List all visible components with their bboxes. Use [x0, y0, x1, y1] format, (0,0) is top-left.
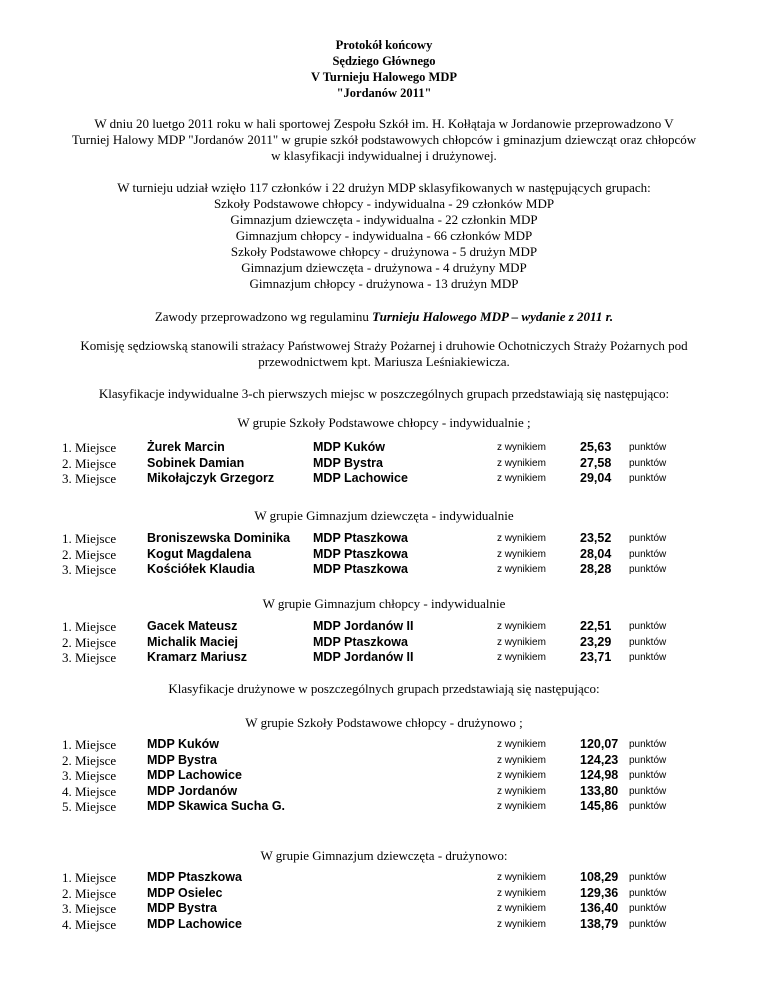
score-cell: 124,98 [580, 768, 619, 782]
team-cell: MDP Ptaszkowa [147, 870, 242, 884]
results-table [62, 440, 666, 487]
table-row [62, 901, 666, 917]
title-line: V Turnieju Halowego MDP [311, 70, 457, 84]
team-cell: MDP Osielec [147, 885, 223, 900]
name-cell: Michalik Maciej [147, 634, 239, 649]
score-cell: 25,63 [580, 440, 612, 454]
team-cell: MDP Bystra [147, 752, 217, 767]
team-cell: MDP Ptaszkowa [313, 546, 408, 561]
document-title [40, 37, 728, 101]
result-label: z wynikiem [497, 533, 546, 544]
team-cell: MDP Jordanów II [313, 619, 414, 633]
score-cell: 133,80 [580, 783, 619, 798]
team-cell: MDP Lachowice [313, 471, 408, 485]
place-cell: 2. Miejsce [62, 885, 117, 901]
result-label: z wynikiem [497, 457, 546, 469]
team-cell: MDP Lachowice [147, 916, 242, 931]
unit-label: punktów [629, 548, 667, 560]
score-cell: 27,58 [580, 455, 612, 470]
result-label: z wynikiem [497, 801, 546, 812]
table-row [62, 886, 666, 902]
result-label: z wynikiem [497, 621, 546, 632]
score-cell: 22,51 [580, 619, 612, 633]
intro-line: Turniej Halowy MDP "Jordanów 2011" w grupie szkół podstawowych chłopców i gminazjum dziewcząt oraz chłopców [71, 132, 697, 147]
table-row [62, 635, 666, 651]
individual-intro: Klasyfikacje indywidualne 3-ch pierwszych miejsc w poszczególnych grupach przedstawiają się następująco: [98, 386, 670, 401]
place-cell: 1. Miejsce [62, 737, 117, 752]
table-row [62, 768, 666, 784]
name-cell: Kogut Magdalena [147, 546, 252, 561]
name-cell: Broniszewska Dominika [147, 531, 291, 545]
result-label: z wynikiem [497, 652, 546, 663]
result-label: z wynikiem [497, 564, 546, 575]
place-cell: 1. Miejsce [62, 870, 117, 885]
team-cell: MDP Kuków [313, 440, 385, 454]
result-label: z wynikiem [497, 739, 546, 750]
table-row [62, 753, 666, 769]
place-cell: 2. Miejsce [62, 634, 117, 650]
team-cell: MDP Jordanów II [313, 650, 414, 664]
table-row [62, 562, 666, 578]
result-label: z wynikiem [497, 903, 546, 914]
score-cell: 138,79 [580, 916, 619, 931]
team-cell: MDP Skawica Sucha G. [147, 799, 286, 813]
result-label: z wynikiem [497, 770, 546, 781]
unit-label: punktów [629, 621, 667, 632]
name-cell: Kościółek Klaudia [147, 562, 255, 576]
place-cell: 4. Miejsce [62, 783, 117, 799]
participant-group: Szkoły Podstawowe chłopcy - drużynowa - 5 drużyn MDP [230, 244, 538, 259]
commission-line: przewodnictwem kpt. Mariusza Leśniakiewicza. [258, 354, 510, 369]
title-line: Protokół końcowy [335, 38, 433, 52]
team-cell: MDP Jordanów [147, 783, 238, 798]
score-cell: 28,04 [580, 546, 612, 561]
participant-group: Gimnazjum chłopcy - drużynowa - 13 drużyn MDP [249, 276, 519, 291]
results-table [62, 531, 666, 578]
group-heading: W grupie Gimnazjum dziewczęta - drużynowo: [260, 848, 508, 863]
table-row [62, 799, 666, 815]
score-cell: 108,29 [580, 870, 619, 884]
score-cell: 23,29 [580, 634, 612, 649]
team-results-table [62, 870, 666, 932]
unit-label: punktów [629, 785, 667, 797]
team-cell: MDP Ptaszkowa [313, 531, 408, 545]
place-cell: 2. Miejsce [62, 546, 117, 562]
team-cell: MDP Lachowice [147, 768, 242, 782]
unit-label: punktów [629, 739, 667, 750]
name-cell: Mikołajczyk Grzegorz [147, 471, 275, 485]
group-heading: W grupie Gimnazjum chłopcy - indywidualnie [262, 596, 506, 611]
participant-group: Gimnazjum dziewczęta - drużynowa - 4 drużyny MDP [241, 260, 527, 275]
name-cell: Gacek Mateusz [147, 619, 238, 633]
place-cell: 2. Miejsce [62, 752, 117, 768]
team-cell: MDP Bystra [147, 901, 217, 915]
team-cell: MDP Bystra [313, 455, 383, 470]
name-cell: Żurek Marcin [147, 440, 225, 454]
unit-label: punktów [629, 457, 667, 469]
score-cell: 136,40 [580, 901, 619, 915]
place-cell: 1. Miejsce [62, 619, 117, 634]
result-label: z wynikiem [497, 442, 546, 453]
unit-label: punktów [629, 903, 667, 914]
result-label: z wynikiem [497, 473, 546, 484]
rules-paragraph [40, 309, 728, 325]
unit-label: punktów [629, 801, 667, 812]
result-label: z wynikiem [497, 754, 546, 766]
place-cell: 1. Miejsce [62, 440, 117, 455]
unit-label: punktów [629, 564, 667, 575]
result-label: z wynikiem [497, 548, 546, 560]
score-cell: 124,23 [580, 752, 619, 767]
group-heading: W grupie Szkoły Podstawowe chłopcy - drużynowo ; [245, 715, 523, 730]
score-cell: 23,71 [580, 650, 612, 664]
team-cell: MDP Kuków [147, 737, 219, 751]
score-cell: 23,52 [580, 531, 612, 545]
place-cell: 3. Miejsce [62, 768, 117, 783]
results-table [62, 619, 666, 666]
team-results-table [62, 737, 666, 815]
commission-line: Komisję sędziowską stanowili strażacy Państwowej Straży Pożarnej i druhowie Ochotniczych Straży Pożarnych pod [80, 338, 688, 353]
rules-name: Turnieju Halowego MDP – wydanie z 2011 r. [372, 309, 614, 324]
result-label: z wynikiem [497, 872, 546, 883]
participants-line: W turnieju udział wzięło 117 członków i 22 drużyn MDP sklasyfikowanych w następujących grupach: [117, 180, 651, 195]
group-heading: W grupie Gimnazjum dziewczęta - indywidualnie [254, 508, 514, 523]
place-cell: 3. Miejsce [62, 562, 117, 577]
table-row [62, 650, 666, 666]
unit-label: punktów [629, 770, 667, 781]
score-cell: 145,86 [580, 799, 619, 813]
table-row [62, 471, 666, 487]
result-label: z wynikiem [497, 918, 546, 930]
result-label: z wynikiem [497, 785, 546, 797]
table-row [62, 619, 666, 635]
score-cell: 29,04 [580, 471, 612, 485]
name-cell: Sobinek Damian [147, 455, 245, 470]
unit-label: punktów [629, 636, 667, 648]
intro-paragraph [40, 116, 728, 164]
score-cell: 120,07 [580, 737, 619, 751]
table-row [62, 737, 666, 753]
team-intro: Klasyfikacje drużynowe w poszczególnych grupach przedstawiają się następująco: [168, 681, 600, 696]
unit-label: punktów [629, 442, 667, 453]
place-cell: 3. Miejsce [62, 471, 117, 486]
unit-label: punktów [629, 887, 667, 899]
place-cell: 2. Miejsce [62, 455, 117, 471]
participants-paragraph [40, 180, 728, 292]
place-cell: 4. Miejsce [62, 916, 117, 932]
table-row [62, 440, 666, 456]
unit-label: punktów [629, 872, 667, 883]
unit-label: punktów [629, 533, 667, 544]
team-cell: MDP Ptaszkowa [313, 562, 408, 576]
participant-group: Gimnazjum chłopcy - indywidualna - 66 członków MDP [235, 228, 533, 243]
result-label: z wynikiem [497, 887, 546, 899]
place-cell: 5. Miejsce [62, 799, 117, 814]
place-cell: 1. Miejsce [62, 531, 117, 546]
score-cell: 28,28 [580, 562, 612, 576]
team-cell: MDP Ptaszkowa [313, 634, 408, 649]
participant-group: Szkoły Podstawowe chłopcy - indywidualna - 29 członków MDP [213, 196, 555, 211]
unit-label: punktów [629, 918, 667, 930]
unit-label: punktów [629, 754, 667, 766]
score-cell: 129,36 [580, 885, 619, 900]
unit-label: punktów [629, 652, 667, 663]
rules-prefix: Zawody przeprowadzono wg regulaminu [154, 309, 373, 324]
place-cell: 3. Miejsce [62, 901, 117, 916]
intro-line: W dniu 20 luetgo 2011 roku w hali sportowej Zespołu Szkół im. H. Kołłątaja w Jordanowie przeprowadzono V [94, 116, 674, 131]
participant-group: Gimnazjum dziewczęta - indywidualna - 22 członkin MDP [230, 212, 538, 227]
place-cell: 3. Miejsce [62, 650, 117, 665]
table-row [62, 784, 666, 800]
intro-line: w klasyfikacji indywidualnej i drużynowej. [271, 148, 497, 163]
table-row [62, 531, 666, 547]
name-cell: Kramarz Mariusz [147, 650, 248, 664]
table-row [62, 870, 666, 886]
table-row [62, 917, 666, 933]
group-heading: W grupie Szkoły Podstawowe chłopcy - indywidualnie ; [237, 415, 531, 430]
unit-label: punktów [629, 473, 667, 484]
table-row [62, 547, 666, 563]
title-line: Sędziego Głównego [332, 54, 436, 68]
result-label: z wynikiem [497, 636, 546, 648]
title-line: "Jordanów 2011" [336, 86, 432, 100]
commission-paragraph [40, 338, 728, 370]
table-row [62, 456, 666, 472]
